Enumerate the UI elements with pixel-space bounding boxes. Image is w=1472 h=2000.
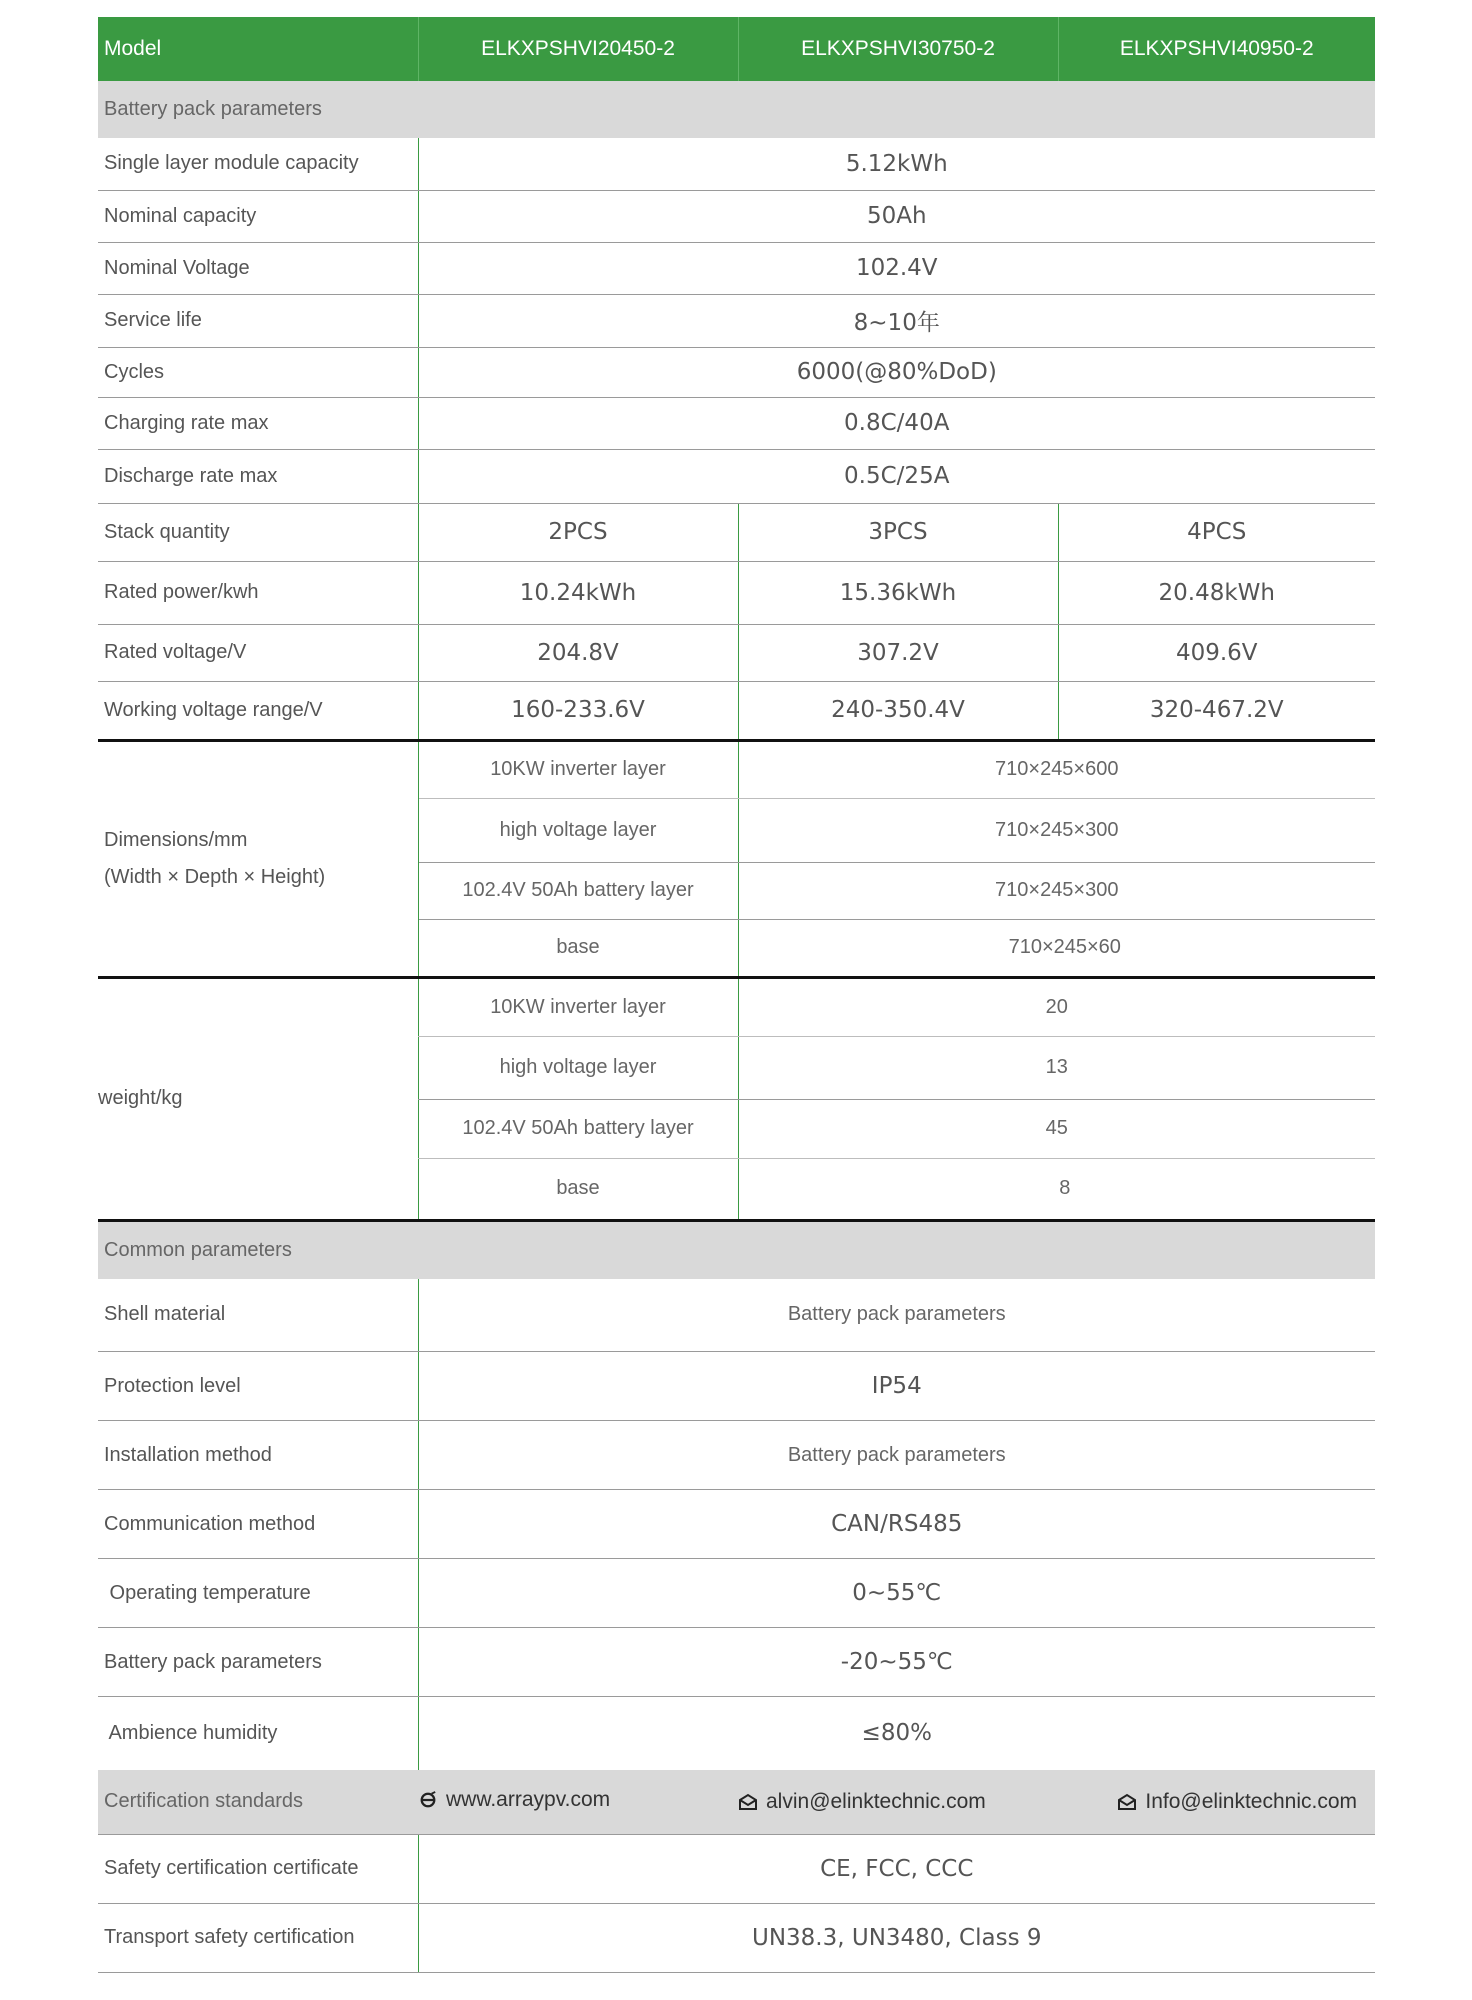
- row-label: Ambience humidity: [98, 1697, 418, 1770]
- weight-part: 10KW inverter layer: [418, 977, 738, 1036]
- dimensions-part: 10KW inverter layer: [418, 740, 738, 798]
- row-label: Communication method: [98, 1490, 418, 1559]
- row-value: 20.48kWh: [1058, 561, 1375, 624]
- email-cell: [738, 1770, 1375, 1835]
- row-value: UN38.3, UN3480, Class 9: [418, 1903, 1375, 1972]
- row-value: Battery pack parameters: [418, 1279, 1375, 1352]
- row-value: 0.5C/25A: [418, 449, 1375, 503]
- website-text: www.arraypv.com: [446, 1788, 611, 1811]
- row-label: Rated power/kwh: [98, 561, 418, 624]
- weight-value: 20: [738, 977, 1375, 1036]
- row-label: Installation method: [98, 1421, 418, 1490]
- website-cell: [418, 1770, 738, 1835]
- dimensions-row: [98, 740, 1375, 798]
- dimensions-label-line2: (Width × Depth × Height): [104, 865, 326, 888]
- table-row: [98, 1559, 1375, 1628]
- row-value: 5.12kWh: [418, 138, 1375, 190]
- table-row: [98, 1834, 1375, 1903]
- row-value: 160-233.6V: [418, 681, 738, 740]
- weight-row: [98, 977, 1375, 1036]
- dimensions-label: [98, 740, 418, 977]
- row-label: Discharge rate max: [98, 449, 418, 503]
- row-value: 0.8C/40A: [418, 397, 1375, 449]
- row-value: IP54: [418, 1352, 1375, 1421]
- table-row: [98, 449, 1375, 503]
- row-label: Operating temperature: [98, 1559, 418, 1628]
- dimensions-label-line1: Dimensions/mm: [104, 828, 248, 851]
- row-label: Nominal capacity: [98, 190, 418, 242]
- row-value: 4PCS: [1058, 503, 1375, 561]
- table-row: [98, 1352, 1375, 1421]
- header-row: [98, 17, 1375, 81]
- row-value: 307.2V: [738, 624, 1058, 681]
- row-value: 15.36kWh: [738, 561, 1058, 624]
- row-value: -20~55℃: [418, 1628, 1375, 1697]
- section-battery: [98, 81, 1375, 138]
- section-title: Battery pack parameters: [98, 81, 1375, 138]
- browser-icon: [418, 1791, 438, 1809]
- row-value: 102.4V: [418, 242, 1375, 294]
- row-value: 3PCS: [738, 503, 1058, 561]
- table-row: [98, 1279, 1375, 1352]
- row-value: 6000(@80%DoD): [418, 347, 1375, 397]
- row-label: Protection level: [98, 1352, 418, 1421]
- row-label: Service life: [98, 294, 418, 347]
- mail-icon: [1117, 1793, 1137, 1811]
- weight-label: weight/kg: [98, 977, 418, 1220]
- weight-value: 45: [738, 1099, 1375, 1158]
- dimensions-value: 710×245×300: [738, 862, 1375, 919]
- table-row: [98, 242, 1375, 294]
- row-label: Stack quantity: [98, 503, 418, 561]
- table-row: [98, 561, 1375, 624]
- table-row: [98, 138, 1375, 190]
- table-row: [98, 1628, 1375, 1697]
- row-label: Safety certification certificate: [98, 1834, 418, 1903]
- row-value: Battery pack parameters: [418, 1421, 1375, 1490]
- row-label: Transport safety certification: [98, 1903, 418, 1972]
- table-row: [98, 624, 1375, 681]
- table-row: [98, 1697, 1375, 1770]
- email-link-info[interactable]: [1117, 1790, 1357, 1814]
- row-value: 2PCS: [418, 503, 738, 561]
- email-link-alvin[interactable]: [738, 1790, 986, 1814]
- section-title: Certification standards: [98, 1770, 418, 1835]
- email-text: Info@elinktechnic.com: [1145, 1789, 1357, 1813]
- row-value: CAN/RS485: [418, 1490, 1375, 1559]
- email-text: alvin@elinktechnic.com: [766, 1789, 986, 1813]
- table-row: [98, 1903, 1375, 1972]
- dimensions-value: 710×245×600: [738, 740, 1375, 798]
- row-label: Charging rate max: [98, 397, 418, 449]
- row-value: 10.24kWh: [418, 561, 738, 624]
- dimensions-value: 710×245×300: [738, 798, 1375, 862]
- row-value: ≤80%: [861, 1720, 932, 1747]
- table-row: [98, 1421, 1375, 1490]
- dimensions-part: high voltage layer: [418, 798, 738, 862]
- weight-value: 13: [738, 1036, 1375, 1099]
- weight-value: 8: [1059, 1177, 1071, 1199]
- model-2: ELKXPSHVI30750-2: [738, 17, 1058, 81]
- dimensions-part: base: [418, 919, 738, 977]
- section-certification: [98, 1770, 1375, 1835]
- row-label: Nominal Voltage: [98, 242, 418, 294]
- row-label: Working voltage range/V: [98, 681, 418, 740]
- table-row: [98, 294, 1375, 347]
- dimensions-part: 102.4V 50Ah battery layer: [418, 862, 738, 919]
- row-label: Cycles: [98, 347, 418, 397]
- spec-table: [98, 17, 1375, 1973]
- row-value: 204.8V: [418, 624, 738, 681]
- row-value: 320-467.2V: [1149, 697, 1284, 723]
- weight-part: high voltage layer: [418, 1036, 738, 1099]
- table-row: [98, 397, 1375, 449]
- table-row: [98, 190, 1375, 242]
- row-value: 50Ah: [418, 190, 1375, 242]
- spec-sheet: [98, 17, 1375, 1973]
- row-value: 0~55℃: [418, 1559, 1375, 1628]
- row-label: Battery pack parameters: [98, 1628, 418, 1697]
- row-label: Shell material: [98, 1279, 418, 1352]
- row-label: Rated voltage/V: [98, 624, 418, 681]
- table-row: [98, 1490, 1375, 1559]
- section-title: Common parameters: [98, 1220, 1375, 1279]
- model-label: Model: [98, 17, 418, 81]
- model-3: ELKXPSHVI40950-2: [1058, 17, 1375, 81]
- row-value: 409.6V: [1058, 624, 1375, 681]
- weight-part: 102.4V 50Ah battery layer: [418, 1099, 738, 1158]
- table-row: [98, 681, 1375, 740]
- model-1: ELKXPSHVI20450-2: [418, 17, 738, 81]
- mail-icon: [738, 1793, 758, 1811]
- row-label: Single layer module capacity: [98, 138, 418, 190]
- website-link[interactable]: [418, 1788, 610, 1812]
- table-row: [98, 347, 1375, 397]
- row-value: CE, FCC, CCC: [418, 1834, 1375, 1903]
- weight-part: base: [418, 1158, 738, 1220]
- row-value: 8~10年: [418, 294, 1375, 347]
- dimensions-value: 710×245×60: [1008, 936, 1121, 958]
- section-common: [98, 1220, 1375, 1279]
- row-value: 240-350.4V: [738, 681, 1058, 740]
- table-row: [98, 503, 1375, 561]
